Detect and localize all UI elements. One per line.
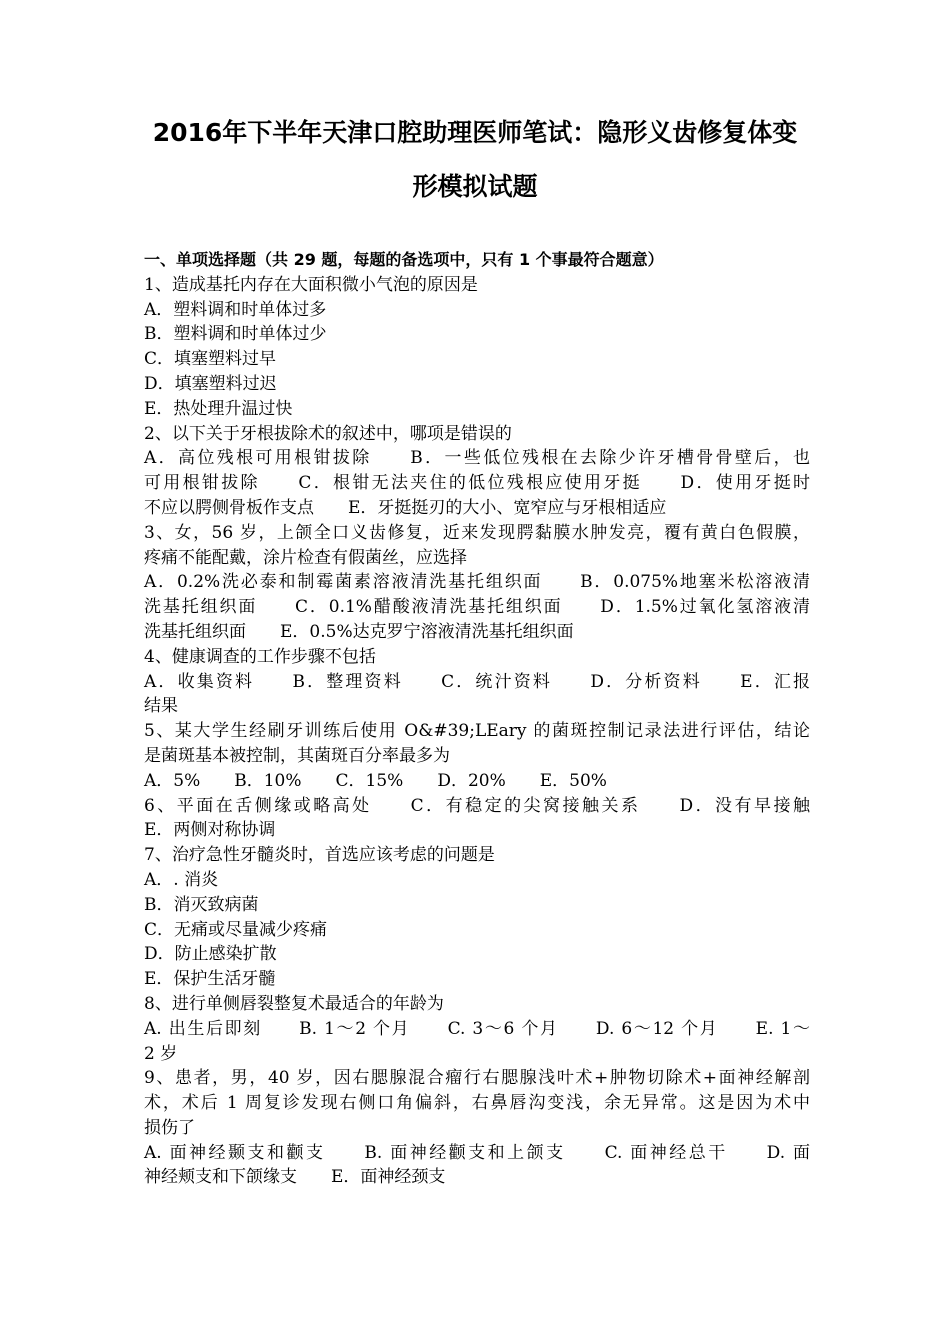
question-9-options-line-2: 神经颊支和下颌缘支 E．面神经颈支 xyxy=(144,1167,446,1188)
question-5-stem-line-1: 5、某大学生经刷牙训练后使用 O&#39;LEary 的菌斑控制记录法进行评估，结论 xyxy=(144,721,810,742)
question-3-options-line-2: 洗基托组织面 C．0.1%醋酸液清洗基托组织面 D．1.5%过氧化氢溶液清 xyxy=(144,597,810,618)
question-6-line-2: E．两侧对称协调 xyxy=(144,820,276,841)
question-8-stem: 8、进行单侧唇裂整复术最适合的年龄为 xyxy=(144,993,444,1014)
question-1-option-d: D．填塞塑料过迟 xyxy=(144,373,277,394)
question-7-stem: 7、治疗急性牙髓炎时，首选应该考虑的问题是 xyxy=(144,845,495,866)
question-3-stem-line-1: 3、女，56 岁，上颌全口义齿修复，近来发现腭黏膜水肿发亮，覆有黄白色假膜， xyxy=(144,522,810,543)
question-2-stem: 2、以下关于牙根拔除术的叙述中，哪项是错误的 xyxy=(144,423,512,444)
question-3-options-line-1: A．0.2%洗必泰和制霉菌素溶液清洗基托组织面 B．0.075%地塞米松溶液清 xyxy=(144,572,810,593)
question-1-option-a: A．塑料调和时单体过多 xyxy=(144,299,327,320)
question-3-options-line-3: 洗基托组织面 E．0.5%达克罗宁溶液清洗基托组织面 xyxy=(144,621,574,642)
question-4-options-line-2: 结果 xyxy=(144,696,178,717)
question-6-line-1: 6、平面在舌侧缘或略高处 C．有稳定的尖窝接触关系 D．没有早接触 xyxy=(144,795,810,816)
question-9-stem-line-1: 9、患者，男，40 岁，因右腮腺混合瘤行右腮腺浅叶术+肿物切除术+面神经解剖 xyxy=(144,1068,810,1089)
question-4-stem: 4、健康调查的工作步骤不包括 xyxy=(144,646,376,667)
question-7-option-a: A．. 消炎 xyxy=(144,869,219,890)
question-9-stem-line-2: 术，术后 1 周复诊发现右侧口角偏斜，右鼻唇沟变浅，余无异常。这是因为术中 xyxy=(144,1093,810,1114)
question-5-options: A．5% B．10% C．15% D．20% E．50% xyxy=(144,770,607,791)
question-1-option-b: B．塑料调和时单体过少 xyxy=(144,324,327,345)
question-7-option-e: E．保护生活牙髓 xyxy=(144,969,276,990)
section-heading: 一、单项选择题（共 29 题，每题的备选项中，只有 1 个事最符合题意） xyxy=(144,250,664,269)
question-2-options-line-2: 可用根钳拔除 C．根钳无法夹住的低位残根应使用牙挺 D．使用牙挺时 xyxy=(144,473,810,494)
question-7-option-c: C．无痛或尽量减少疼痛 xyxy=(144,919,328,940)
question-8-options-line-1: A. 出生后即刻 B. 1～2 个月 C. 3～6 个月 D. 6～12 个月 E. 1～ xyxy=(144,1018,810,1039)
document-title-line-1: 2016年下半年天津口腔助理医师笔试：隐形义齿修复体变 xyxy=(152,118,798,147)
question-1-option-e: E．热处理升温过快 xyxy=(144,398,293,419)
question-7-option-d: D．防止感染扩散 xyxy=(144,944,277,965)
question-4-options-line-1: A．收集资料 B．整理资料 C．统汁资料 D．分析资料 E．汇报 xyxy=(144,671,810,692)
question-8-options-line-2: 2 岁 xyxy=(144,1043,178,1064)
document-title-line-2: 形模拟试题 xyxy=(412,172,538,201)
question-1-option-c: C．填塞塑料过早 xyxy=(144,349,277,370)
question-2-options-line-1: A．高位残根可用根钳拔除 B．一些低位残根在去除少许牙槽骨骨壁后，也 xyxy=(144,448,810,469)
question-1-stem: 1、造成基托内存在大面积微小气泡的原因是 xyxy=(144,274,478,295)
question-7-option-b: B．消灭致病菌 xyxy=(144,894,259,915)
question-2-options-line-3: 不应以腭侧骨板作支点 E．牙挺挺刃的大小、宽窄应与牙根相适应 xyxy=(144,497,667,518)
document-body xyxy=(144,248,810,1190)
question-5-stem-line-2: 是菌斑基本被控制，其菌斑百分率最多为 xyxy=(144,745,450,766)
question-9-options-line-1: A. 面神经颞支和颧支 B. 面神经颧支和上颌支 C. 面神经总干 D. 面 xyxy=(144,1142,810,1163)
question-3-stem-line-2: 疼痛不能配戴，涂片检查有假菌丝，应选择 xyxy=(144,547,467,568)
question-9-stem-line-3: 损伤了 xyxy=(144,1117,195,1138)
